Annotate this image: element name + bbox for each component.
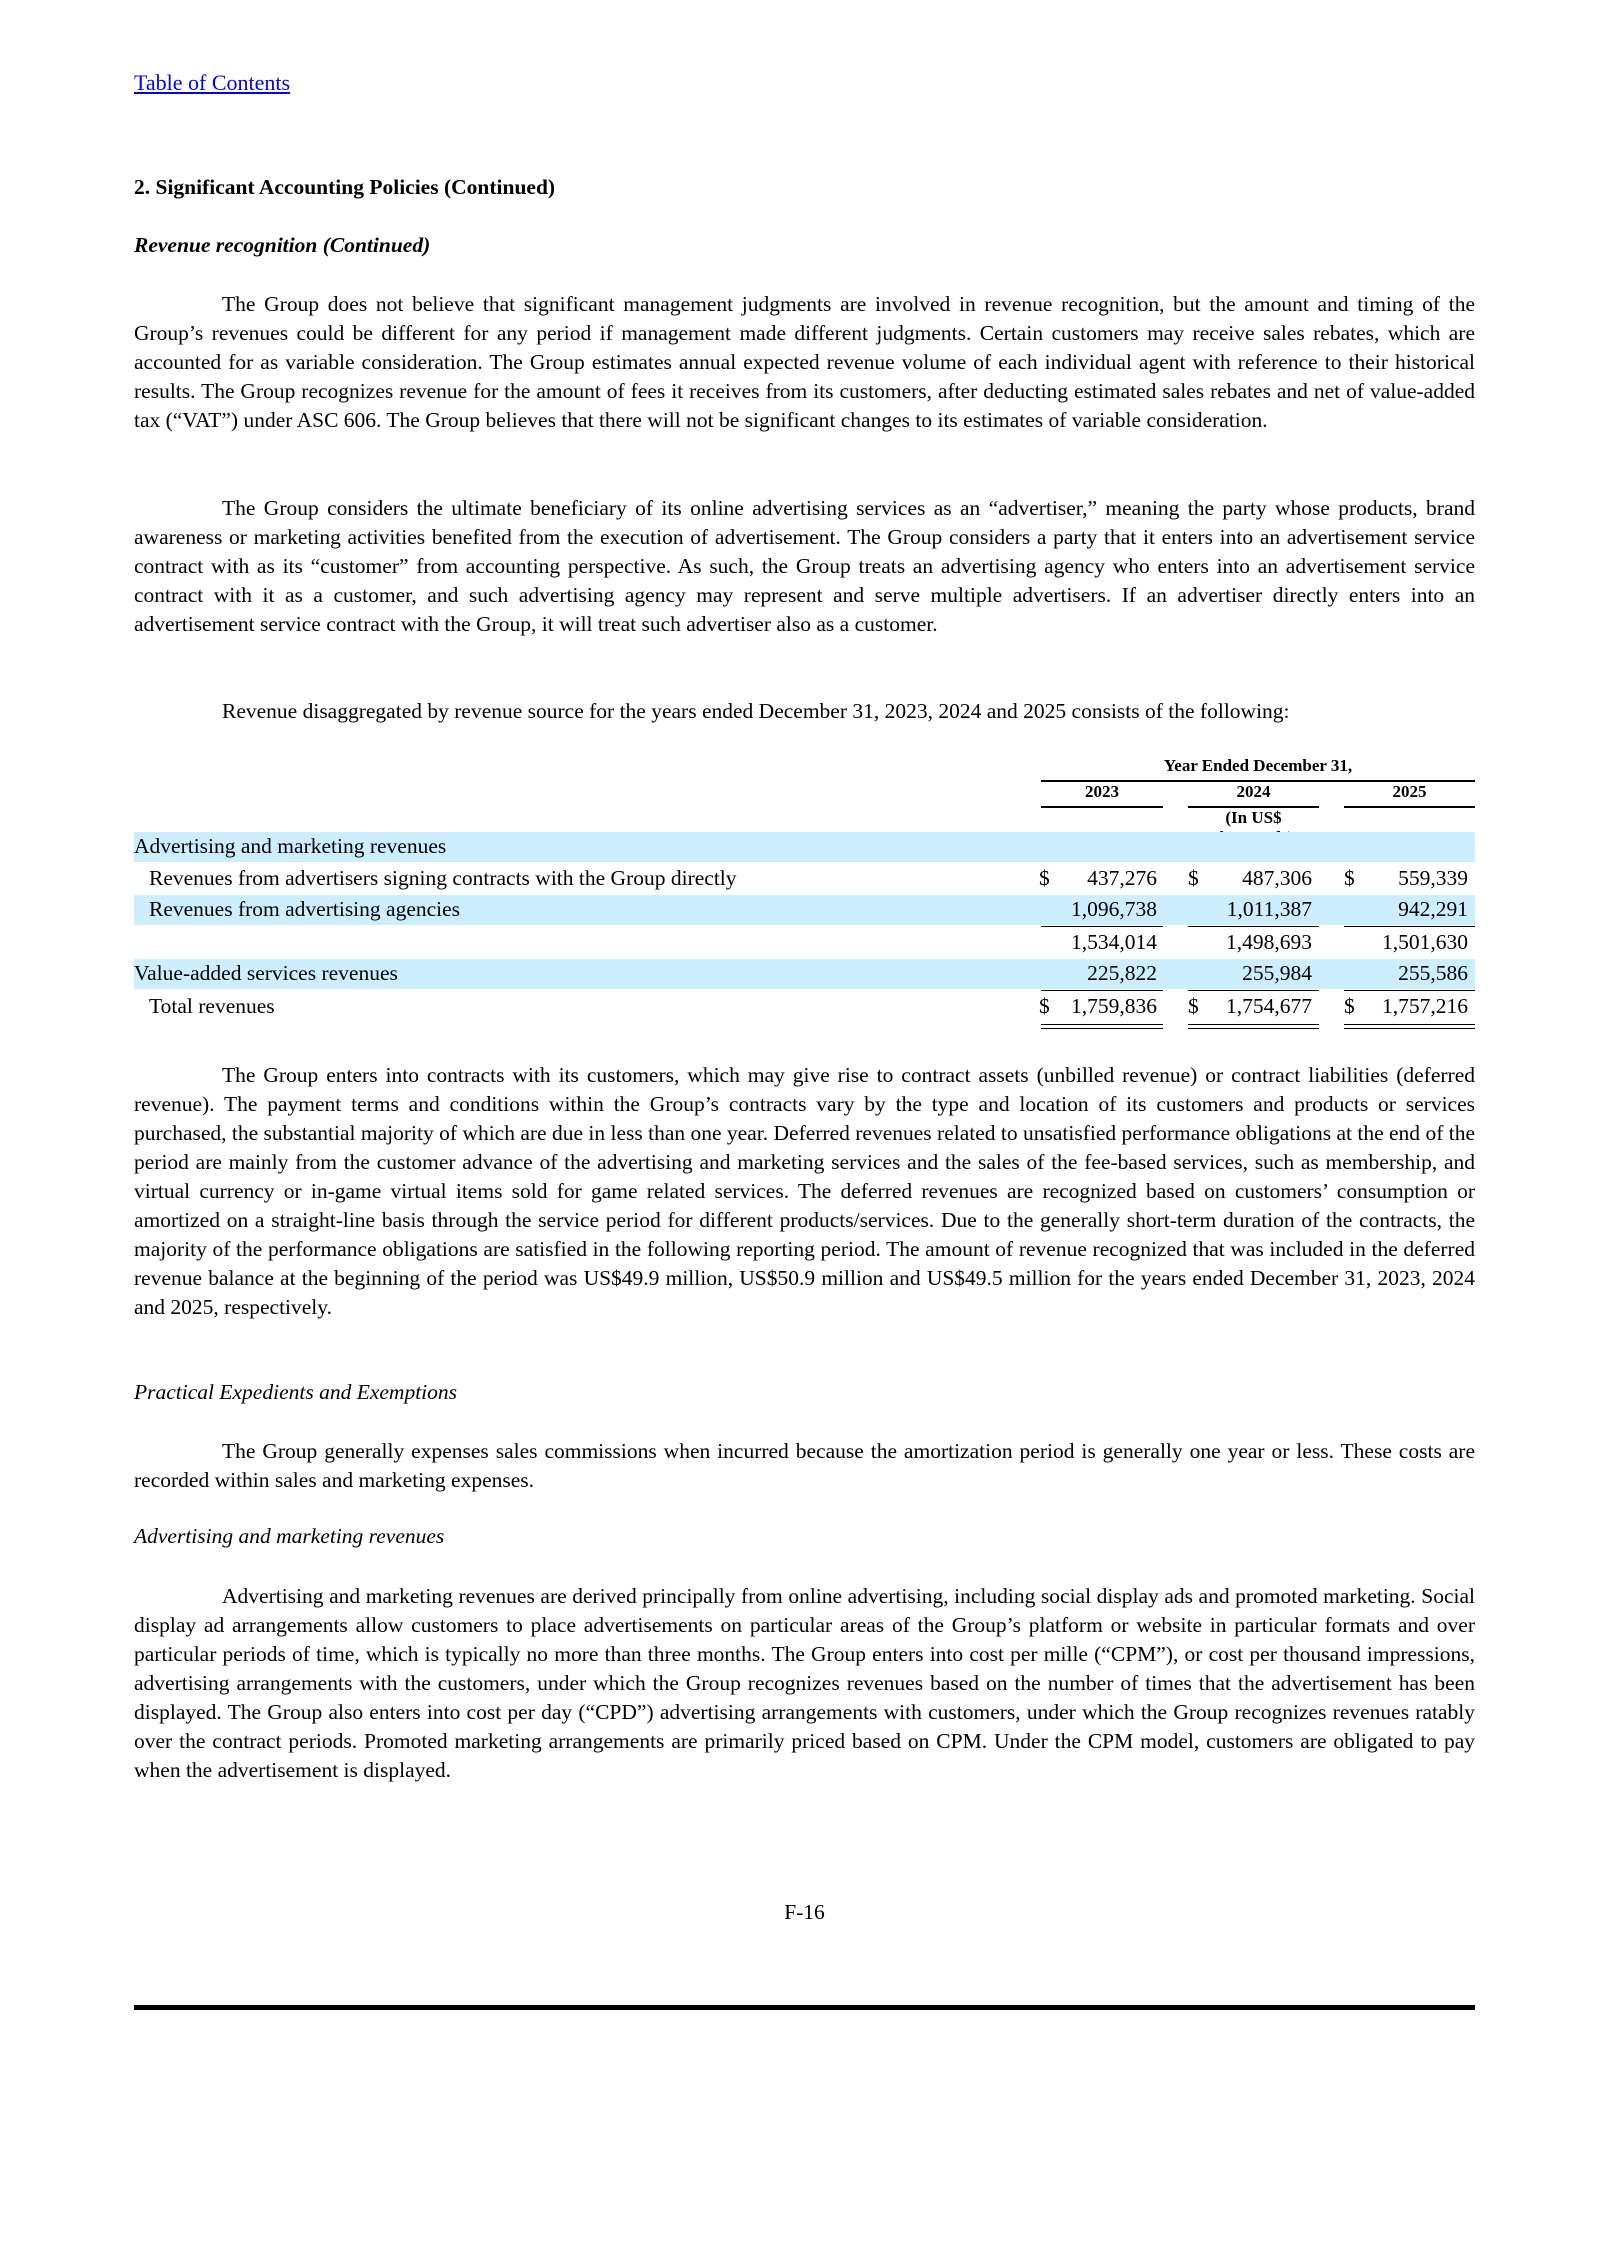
double-rule bbox=[1188, 1024, 1319, 1025]
unit-note: (In US$ bbox=[1225, 808, 1282, 827]
table-row bbox=[134, 959, 1475, 989]
currency-symbol: $ bbox=[1344, 866, 1355, 890]
total-rule bbox=[1344, 990, 1475, 991]
currency-symbol: $ bbox=[1039, 994, 1050, 1018]
column-header-2024: 2024 bbox=[1236, 782, 1271, 801]
row-label: Revenues from advertising agencies bbox=[149, 897, 461, 921]
value-2023: 1,534,014 bbox=[1071, 930, 1157, 954]
currency-symbol: $ bbox=[1039, 866, 1050, 890]
year-rule-2023 bbox=[1041, 806, 1163, 808]
subtotal-rule bbox=[1188, 926, 1319, 927]
double-rule bbox=[1041, 1028, 1163, 1029]
currency-symbol: $ bbox=[1188, 994, 1199, 1018]
table-row bbox=[134, 864, 1475, 894]
row-label: Value-added services revenues bbox=[134, 961, 398, 985]
value-2025: 942,291 bbox=[1398, 897, 1468, 921]
page-bottom-rule bbox=[134, 2005, 1475, 2010]
column-header-2023: 2023 bbox=[1085, 782, 1119, 801]
value-2024: 1,011,387 bbox=[1226, 897, 1312, 921]
total-rule bbox=[1041, 990, 1163, 991]
value-2023: 1,759,836 bbox=[1071, 994, 1157, 1018]
row-label: Revenues from advertisers signing contracts with the Group directly bbox=[149, 866, 737, 890]
column-header-2025: 2025 bbox=[1392, 782, 1427, 801]
double-rule bbox=[1344, 1024, 1475, 1025]
year-rule-2025 bbox=[1344, 806, 1475, 808]
double-rule bbox=[1344, 1028, 1475, 1029]
paragraph-advertiser-definition: The Group considers the ultimate beneficiary of its online advertising services as an “advertiser,” meaning the party whose products, brand awareness or marketing activities benefited from the execution of advertisement. The Group considers a party that it enters into an advertisement service contract with as its “customer” from accounting perspective. As such, the Group treats an advertising agency who enters into an advertisement service contract with it as a customer, and such advertising agency may represent and serve multiple advertisers. If an advertiser directly enters into an advertisement service contract with the Group, it will treat such advertiser also as a customer. bbox=[134, 496, 1475, 636]
advertising-revenues-heading: Advertising and marketing revenues bbox=[134, 1524, 445, 1548]
paragraph-commissions: The Group generally expenses sales commissions when incurred because the amortization period is generally one year or less. These costs are recorded within sales and marketing expenses. bbox=[134, 1439, 1475, 1492]
value-2024: 255,984 bbox=[1242, 961, 1312, 985]
double-rule bbox=[1188, 1028, 1319, 1029]
value-2025: 559,339 bbox=[1398, 866, 1468, 890]
double-rule bbox=[1041, 1024, 1163, 1025]
page-number: F-16 bbox=[784, 1900, 825, 1924]
currency-symbol: $ bbox=[1188, 866, 1199, 890]
section-heading: 2. Significant Accounting Policies (Continued) bbox=[134, 175, 556, 199]
value-2024: 1,754,677 bbox=[1226, 994, 1312, 1018]
paragraph-advertising: Advertising and marketing revenues are derived principally from online advertising, including social display ads and promoted marketing. Social display ad arrangements allow customers to place advertisements on particular areas of the Group’s platform or website in particular formats and over particular periods of time, which is typically no more than three months. The Group enters into cost per mille (“CPM”), or cost per thousand impressions, advertising arrangements with the customers, under which the Group recognizes revenues based on the number of times that the advertisement has been displayed. The Group also enters into cost per day (“CPD”) advertising arrangements with customers, under which the Group recognizes revenues ratably over the contract periods. Promoted marketing arrangements are primarily priced based on CPM. Under the CPM model, customers are obligated to pay when the advertisement is displayed. bbox=[134, 1584, 1475, 1782]
paragraph-judgments: The Group does not believe that significant management judgments are involved in revenue recognition, but the amount and timing of the Group’s revenues could be different for any period if management made different judgments. Certain customers may receive sales rebates, which are accounted for as variable consideration. The Group estimates annual expected revenue volume of each individual agent with reference to their historical results. The Group recognizes revenue for the amount of fees it receives from its customers, after deducting estimated sales rebates and net of value-added tax (“VAT”) under ASC 606. The Group believes that there will not be significant changes to its estimates of variable consideration. bbox=[134, 292, 1475, 432]
value-2024: 487,306 bbox=[1242, 866, 1312, 890]
value-2025: 1,757,216 bbox=[1382, 994, 1468, 1018]
value-2024: 1,498,693 bbox=[1226, 930, 1312, 954]
table-row bbox=[134, 992, 1475, 1022]
row-label: Advertising and marketing revenues bbox=[134, 834, 447, 858]
total-rule bbox=[1188, 990, 1319, 991]
table-row bbox=[134, 928, 1475, 958]
table-row bbox=[134, 895, 1475, 925]
row-label: Total revenues bbox=[149, 994, 275, 1018]
table-header-group: Year Ended December 31, bbox=[1163, 756, 1353, 775]
table-row bbox=[134, 832, 1475, 862]
value-2023: 437,276 bbox=[1087, 866, 1157, 890]
revenue-recognition-heading: Revenue recognition (Continued) bbox=[134, 233, 431, 257]
paragraph-contracts: The Group enters into contracts with its customers, which may give rise to contract assets (unbilled revenue) or contract liabilities (deferred revenue). The payment terms and conditions within the Group’s contracts vary by the type and location of its customers and products or services purchased, the substantial majority of which are due in less than one year. Deferred revenues related to unsatisfied performance obligations at the end of the period are mainly from the customer advance of the advertising and marketing services and the sales of the fee-based services, such as membership, and virtual currency or in-game virtual items sold for game related services. The deferred revenues are recognized based on customers’ consumption or amortized on a straight-line basis through the service period for different products/services. Due to the generally short-term duration of the contracts, the majority of the performance obligations are satisfied in the following reporting period. The amount of revenue recognized that was included in the deferred revenue balance at the beginning of the period was US$49.9 million, US$50.9 million and US$49.5 million for the years ended December 31, 2023, 2024 and 2025, respectively. bbox=[134, 1063, 1475, 1319]
value-2023: 225,822 bbox=[1087, 961, 1157, 985]
paragraph-table-intro: Revenue disaggregated by revenue source for the years ended December 31, 2023, 2024 and 2025 consists of the following: bbox=[222, 699, 1290, 723]
value-2023: 1,096,738 bbox=[1071, 897, 1157, 921]
practical-expedients-heading: Practical Expedients and Exemptions bbox=[134, 1380, 458, 1404]
value-2025: 1,501,630 bbox=[1382, 930, 1468, 954]
subtotal-rule bbox=[1344, 926, 1475, 927]
currency-symbol: $ bbox=[1344, 994, 1355, 1018]
subtotal-rule bbox=[1041, 926, 1163, 927]
value-2025: 255,586 bbox=[1398, 961, 1468, 985]
table-of-contents-link[interactable]: Table of Contents bbox=[134, 70, 291, 95]
